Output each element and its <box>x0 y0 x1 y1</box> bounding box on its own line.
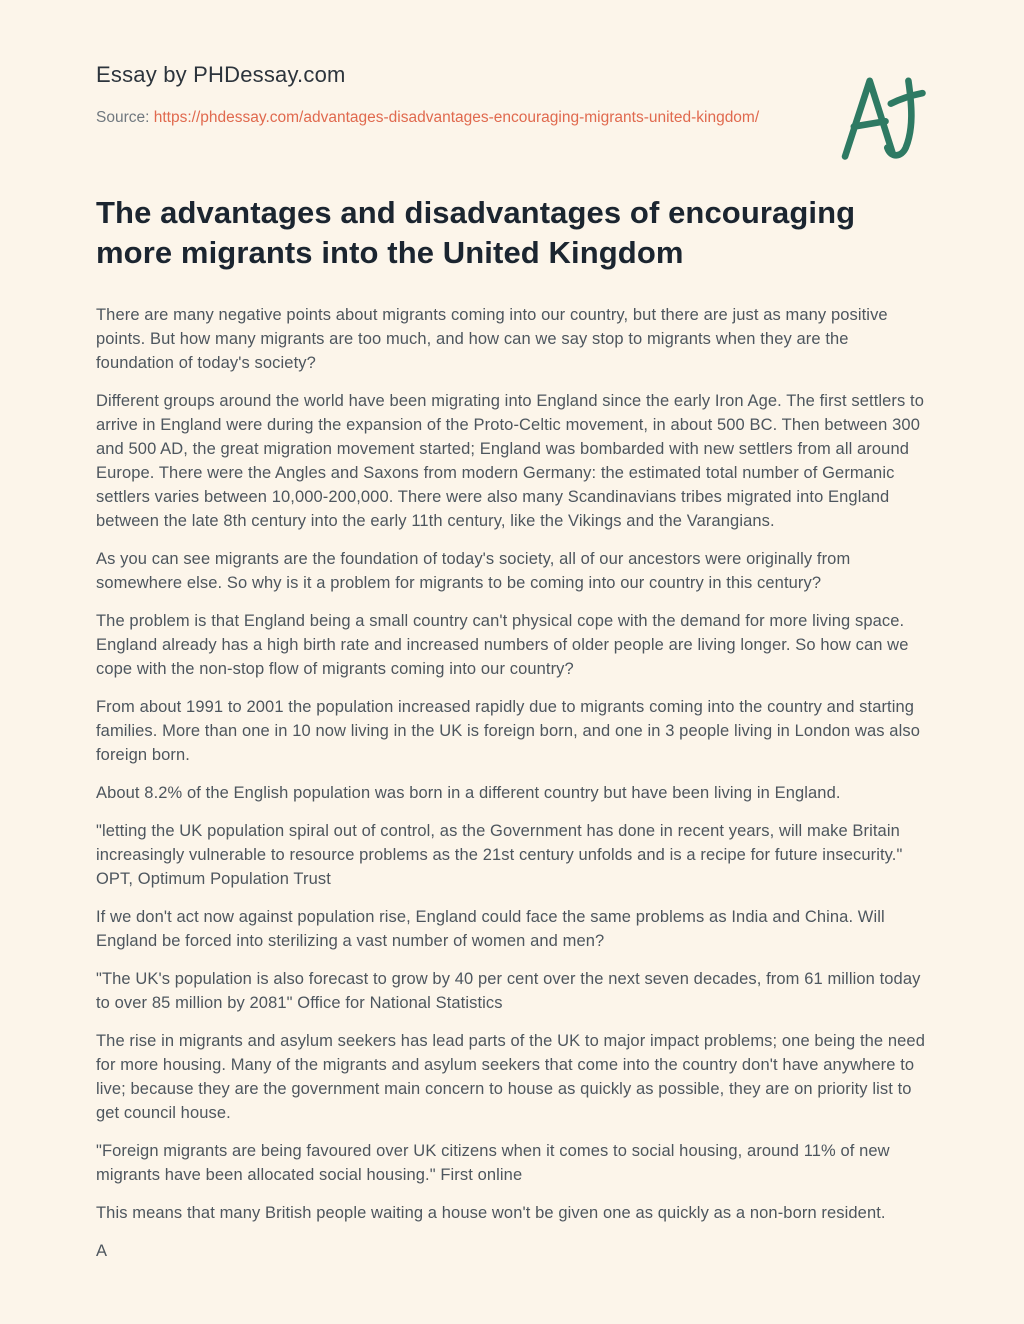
essay-title: The advantages and disadvantages of encouraging more migrants into the United Kingdom <box>96 195 856 270</box>
essay-paragraph: About 8.2% of the English population was born in a different country but have been living in England. <box>96 784 841 802</box>
essay-paragraph: "Foreign migrants are being favoured over UK citizens when it comes to social housing, around 11% of new migrants have been allocated social housing." First online <box>96 1142 890 1184</box>
essay-paragraph: If we don't act now against population rise, England could face the same problems as India and China. Will England be forced into sterilizing a vast number of women and men? <box>96 908 885 950</box>
essay-paragraph: A <box>96 1242 108 1260</box>
essay-body <box>96 303 930 1263</box>
essay-paragraph: "letting the UK population spiral out of control, as the Government has done in recent years, will make Britain increasingly vulnerable to resource problems as the 21st century unfolds and is a recipe for future insecurity." OPT, Optimum Population Trust <box>96 822 903 888</box>
essay-byline: Essay by PHDessay.com <box>96 62 346 87</box>
phdessay-a-plus-logo-icon <box>838 68 926 164</box>
essay-paragraph: The problem is that England being a small country can't physical cope with the demand for more living space. England already has a high birth rate and increased numbers of older people are living longer. So how can we cope with the non-stop flow of migrants coming into our country? <box>96 612 909 678</box>
source-block <box>96 106 796 129</box>
logo-plus-crossbar <box>891 93 923 104</box>
essay-paragraph: "The UK's population is also forecast to grow by 40 per cent over the next seven decades, from 61 million today to over 85 million by 2081" Office for National Statistics <box>96 970 921 1012</box>
essay-paragraph: Different groups around the world have been migrating into England since the early Iron Age. The first settlers to arrive in England were during the expansion of the Proto-Celtic movement, in about 500 BC. Then between 300 and 500 AD, the great migration movement started; England was bombarded with new settlers from all around Europe. There were the Angles and Saxons from modern Germany: the estimated total number of Germanic settlers varies between 10,000-200,000. There were also many Scandinavians tribes migrated into England between the late 8th century into the early 11th century, like the Vikings and the Varangians. <box>96 392 925 530</box>
essay-paragraph: The rise in migrants and asylum seekers has lead parts of the UK to major impact problems; one being the need for more housing. Many of the migrants and asylum seekers that come into the country don't have anywhere to live; because they are the government main concern to house as quickly as possible, they are on priority list to get council house. <box>96 1032 925 1122</box>
source-url-link[interactable]: https://phdessay.com/advantages-disadvantages-encouraging-migrants-united-kingdom/ <box>153 109 760 126</box>
essay-paragraph: From about 1991 to 2001 the population increased rapidly due to migrants coming into the country and starting families. More than one in 10 now living in the UK is foreign born, and one in 3 people living in London was also foreign born. <box>96 698 920 764</box>
essay-paragraph: This means that many British people waiting a house won't be given one as quickly as a non-born resident. <box>96 1204 886 1222</box>
source-label: Source: <box>96 109 150 126</box>
essay-paragraph: As you can see migrants are the foundation of today's society, all of our ancestors were originally from somewhere else. So why is it a problem for migrants to be coming into our country in this century? <box>96 550 851 592</box>
essay-paragraph: There are many negative points about migrants coming into our country, but there are just as many positive points. But how many migrants are too much, and how can we say stop to migrants when they are the foundation of today's society? <box>96 306 888 372</box>
